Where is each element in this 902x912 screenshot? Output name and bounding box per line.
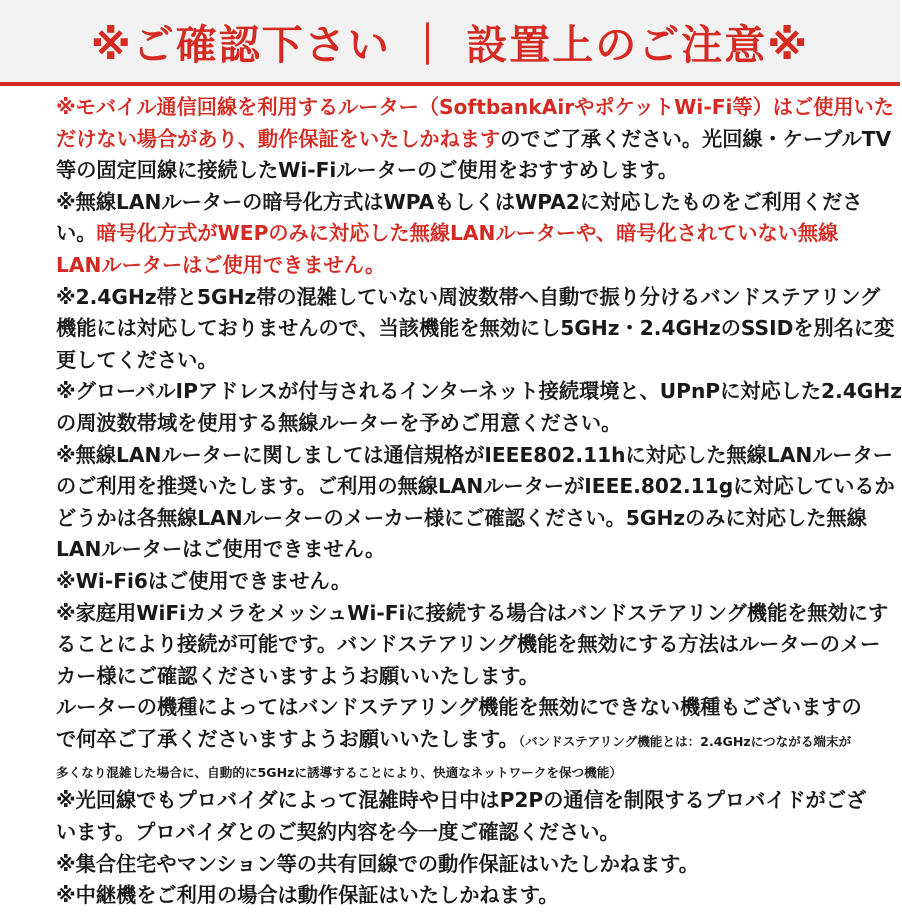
notice-line — [56, 218, 846, 250]
notice-body — [56, 92, 902, 912]
notice-line — [56, 661, 846, 693]
notice-text: 等の固定回線に接続したWi-Fiルーターのご使用をおすすめします。 — [56, 158, 679, 183]
notice-text: 機能には対応しておりませんので、当該機能を無効にし5GHz・2.4GHzのSSIDを別名に変 — [56, 316, 895, 341]
notice-line — [56, 598, 889, 630]
notice-text: どうかは各無線LANルーターのメーカー様にご確認ください。5GHzのみに対応した無線 — [56, 505, 867, 530]
notice-warning-text: だけない場合があり、動作保証をいたしかねます — [56, 126, 501, 151]
notice-line — [56, 250, 846, 282]
notice-line — [56, 440, 893, 472]
notice-line — [56, 376, 902, 408]
notice-line — [56, 566, 846, 598]
notice-text: ※中継機をご利用の場合は動作保証はいたしかねます。 — [56, 883, 559, 908]
notice-line — [56, 408, 846, 440]
notice-line — [56, 124, 892, 156]
notice-warning-text: ※モバイル通信回線を利用するルーター（SoftbankAirやポケットWi-Fi等）はご使用いた — [56, 95, 894, 119]
notice-line — [56, 313, 895, 345]
notice-warning-text: 暗号化方式がWEPのみに対応した無線LANルーターや、暗号化されていない無線 — [96, 221, 839, 246]
notice-warning-text: LANルーターはご使用できません。 — [56, 252, 386, 277]
notice-footnote: （バンドステアリング機能とは：2.4GHzにつながる端末が — [518, 733, 852, 749]
notice-text: い。 — [56, 221, 97, 246]
notice-line — [56, 817, 846, 849]
page-title: ※ご確認下さい ｜ 設置上のご注意※ — [90, 20, 810, 69]
notice-text: います。プロバイダとのご契約内容を今一度ご確認ください。 — [56, 820, 620, 845]
notice-text: ルーターの機種によってはバンドステアリング機能を無効にできない機種もございますの — [56, 695, 862, 720]
notice-line — [56, 755, 846, 785]
notice-text: LANルーターはご使用できません。 — [56, 537, 386, 562]
notice-text: ※光回線でもプロバイダによって混雑時や日中はP2Pの通信を制限するプロバイドがござ — [56, 788, 867, 813]
notice-text: ※家庭用WiFiカメラをメッシュWi-Fiに接続する場合はバンドステアリング機能を無効にす — [56, 600, 889, 625]
notice-footnote: 多くなり混雑した場合に、自動的に5GHzに誘導することにより、快適なネットワークを保つ機能） — [56, 765, 622, 781]
notice-line — [56, 692, 862, 724]
notice-text: のご利用を推奨いたします。ご利用の無線LANルーターがIEEE.802.11gに対応しているか — [56, 474, 895, 499]
notice-text: 更してください。 — [56, 347, 218, 372]
notice-text: ※無線LANルーターの暗号化方式はWPAもしくはWPA2に対応したものをご利用くださ — [56, 189, 863, 214]
notice-line — [56, 345, 846, 377]
notice-text: で何卒ご了承くださいますようお願いいたします。 — [56, 726, 519, 751]
notice-text: の周波数帯域を使用する無線ルーターを予めご用意ください。 — [56, 410, 622, 435]
notice-line — [56, 282, 881, 314]
notice-line — [56, 880, 846, 912]
notice-line — [56, 849, 846, 881]
header-divider — [0, 82, 900, 86]
notice-text: ることにより接続が可能です。バンドステアリング機能を無効にする方法はルーターのメー — [56, 632, 881, 657]
notice-line — [56, 629, 881, 661]
notice-line — [56, 187, 863, 219]
notice-text: カー様にご確認くださいますようお願いいたします。 — [56, 663, 539, 688]
notice-text: ※Wi-Fi6はご使用できません。 — [56, 568, 352, 593]
notice-text: ※無線LANルーターに関しましては通信規格がIEEE802.11hに対応した無線LANルーター — [56, 442, 893, 467]
notice-line — [56, 92, 894, 124]
notice-line — [56, 534, 846, 566]
notice-line — [56, 785, 867, 817]
notice-line — [56, 724, 852, 756]
notice-text: のでご了承ください。光回線・ケーブルTV — [500, 126, 892, 151]
header-banner — [0, 0, 900, 82]
notice-line — [56, 503, 867, 535]
notice-text: ※2.4GHz帯と5GHz帯の混雑していない周波数帯へ自動で振り分けるバンドステアリング — [56, 284, 881, 309]
notice-line — [56, 471, 895, 503]
notice-text: ※集合住宅やマンション等の共有回線での動作保証はいたしかねます。 — [56, 851, 699, 876]
notice-text: ※グローバルIPアドレスが付与されるインターネット接続環境と、UPnPに対応した2.4GHz — [56, 379, 902, 404]
notice-line — [56, 155, 846, 187]
